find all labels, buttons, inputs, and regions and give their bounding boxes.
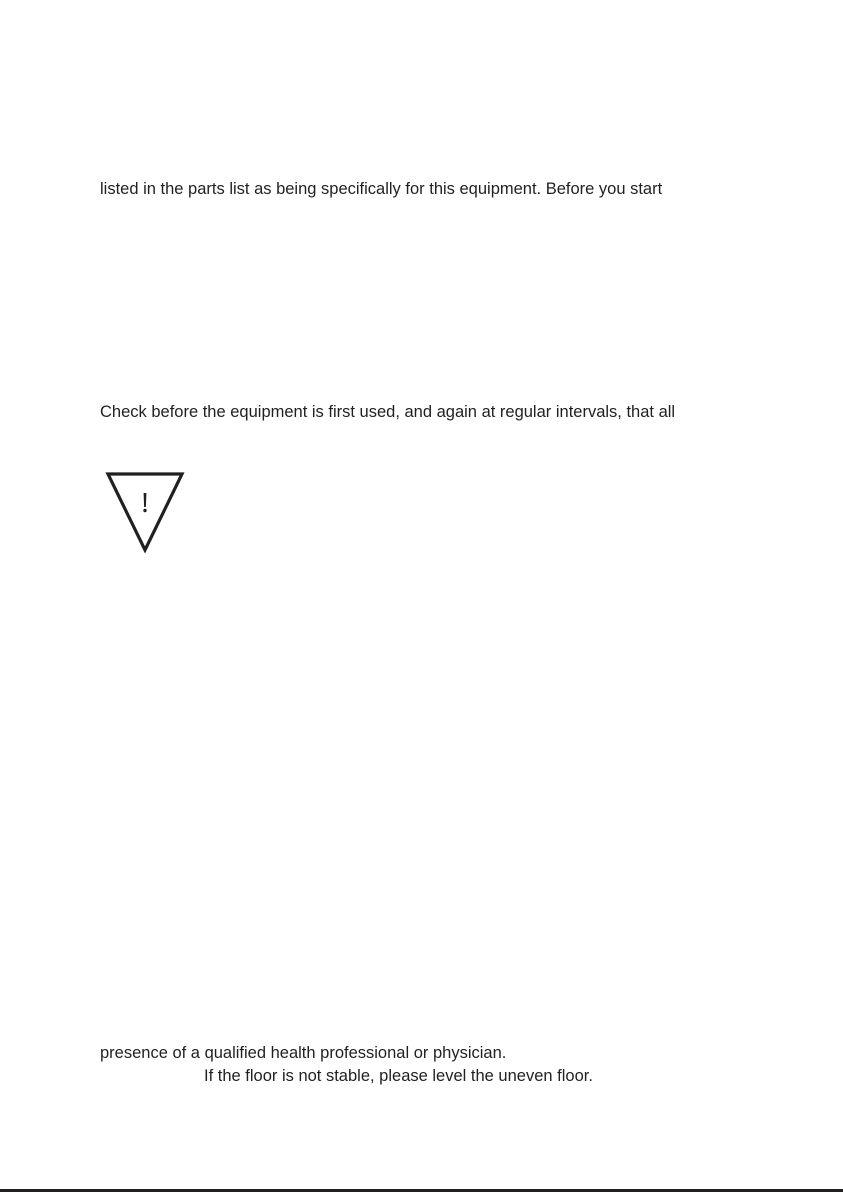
manual-text-line: If the floor is not stable, please level the uneven floor. — [204, 1067, 593, 1085]
manual-text-line: Check before the equipment is first used, and again at regular intervals, that all — [100, 403, 676, 421]
manual-text-line: listed in the parts list as being specifically for this equipment. Before you start — [100, 180, 663, 198]
manual-text-line: presence of a qualified health professional or physician. — [100, 1044, 507, 1062]
warning-triangle-icon — [105, 471, 185, 553]
